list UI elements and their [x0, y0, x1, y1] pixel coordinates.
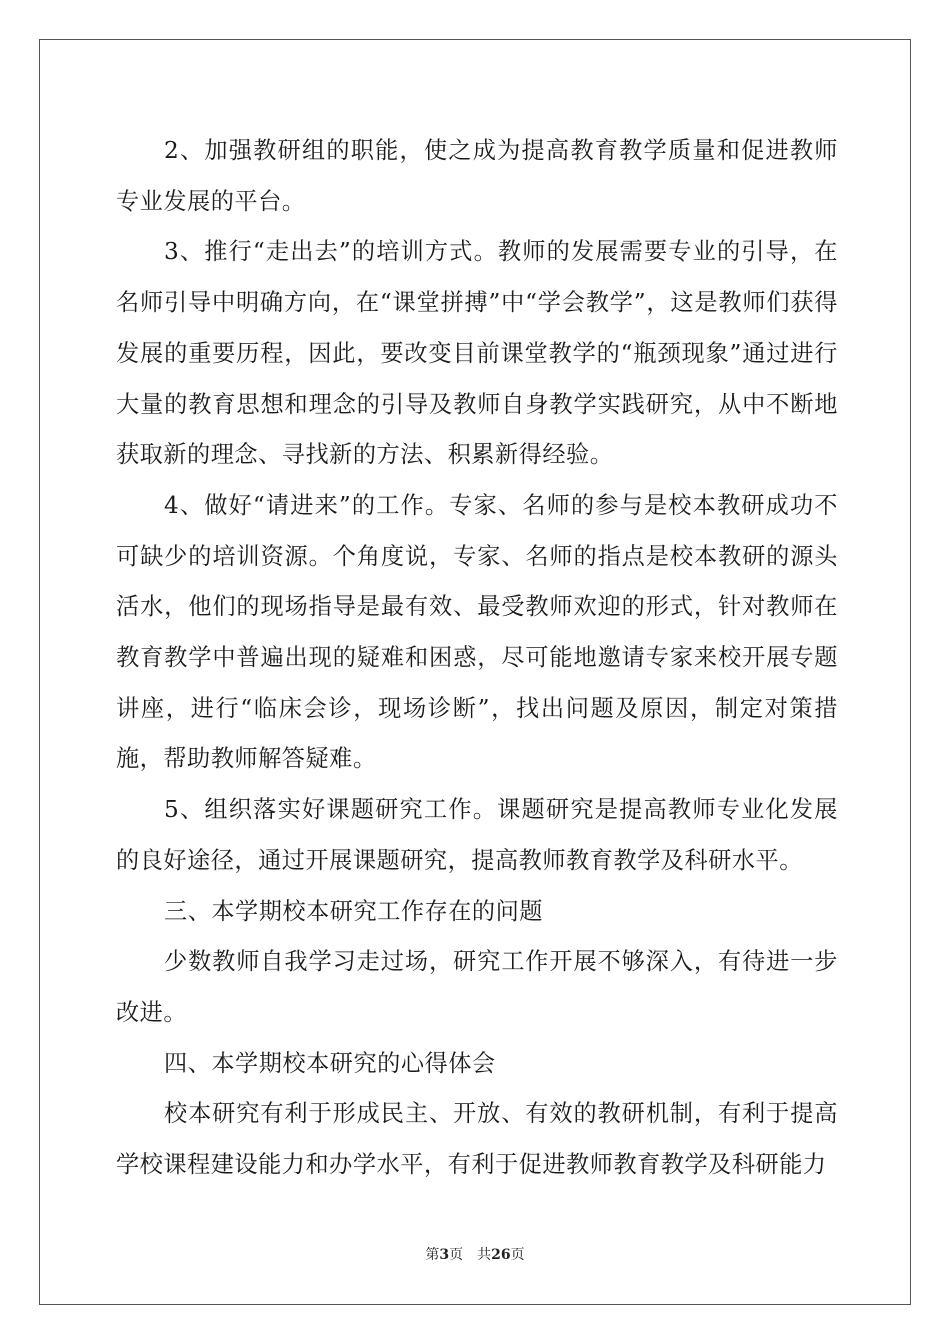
- total-suffix: 页: [510, 1247, 525, 1263]
- paragraph-item-2: 2、加强教研组的职能，使之成为提高教育教学质量和促进教师专业发展的平台。: [116, 137, 838, 215]
- section-heading-experience: 四、本学期校本研究的心得体会: [164, 1049, 496, 1077]
- total-pages: 26: [491, 1247, 511, 1263]
- paragraph-item-5: 5、组织落实好课题研究工作。课题研究是提高教师专业化发展的良好途径，通过开展课题研究，提高教师教育教学及科研水平。: [116, 796, 838, 874]
- page-number: 3: [439, 1247, 450, 1263]
- section-heading-problems: 三、本学期校本研究工作存在的问题: [164, 897, 543, 925]
- paragraph-problems: 少数教师自我学习走过场，研究工作开展不够深入，有待进一步改进。: [116, 948, 838, 1026]
- document-body: [116, 126, 838, 1191]
- page-prefix: 第: [425, 1247, 440, 1263]
- page-suffix: 页: [449, 1247, 464, 1263]
- paragraph-item-3: 3、推行“走出去”的培训方式。教师的发展需要专业的引导，在名师引导中明确方向，在“课堂拼搏”中“学会教学”，这是教师们获得发展的重要历程，因此，要改变目前课堂教学的“瓶颈现象”通过进行大量的教育思想和理念的引导及教师自身教学实践研究，从中不断地获取新的理念、寻找新的方法、积累新得经验。: [116, 238, 838, 469]
- paragraph-experience: 校本研究有利于形成民主、开放、有效的教研机制，有利于提高学校课程建设能力和办学水平，有利于促进教师教育教学及科研能力: [116, 1100, 838, 1179]
- paragraph-item-4: 4、做好“请进来”的工作。专家、名师的参与是校本教研成功不可缺少的培训资源。个角度说，专家、名师的指点是校本教研的源头活水，他们的现场指导是最有效、最受教师欢迎的形式，针对教师在教育教学中普遍出现的疑难和困惑，尽可能地邀请专家来校开展专题讲座，进行“临床会诊，现场诊断”，找出问题及原因，制定对策措施，帮助教师解答疑难。: [116, 491, 838, 773]
- total-prefix: 共: [477, 1247, 492, 1263]
- page-footer: [0, 1246, 950, 1264]
